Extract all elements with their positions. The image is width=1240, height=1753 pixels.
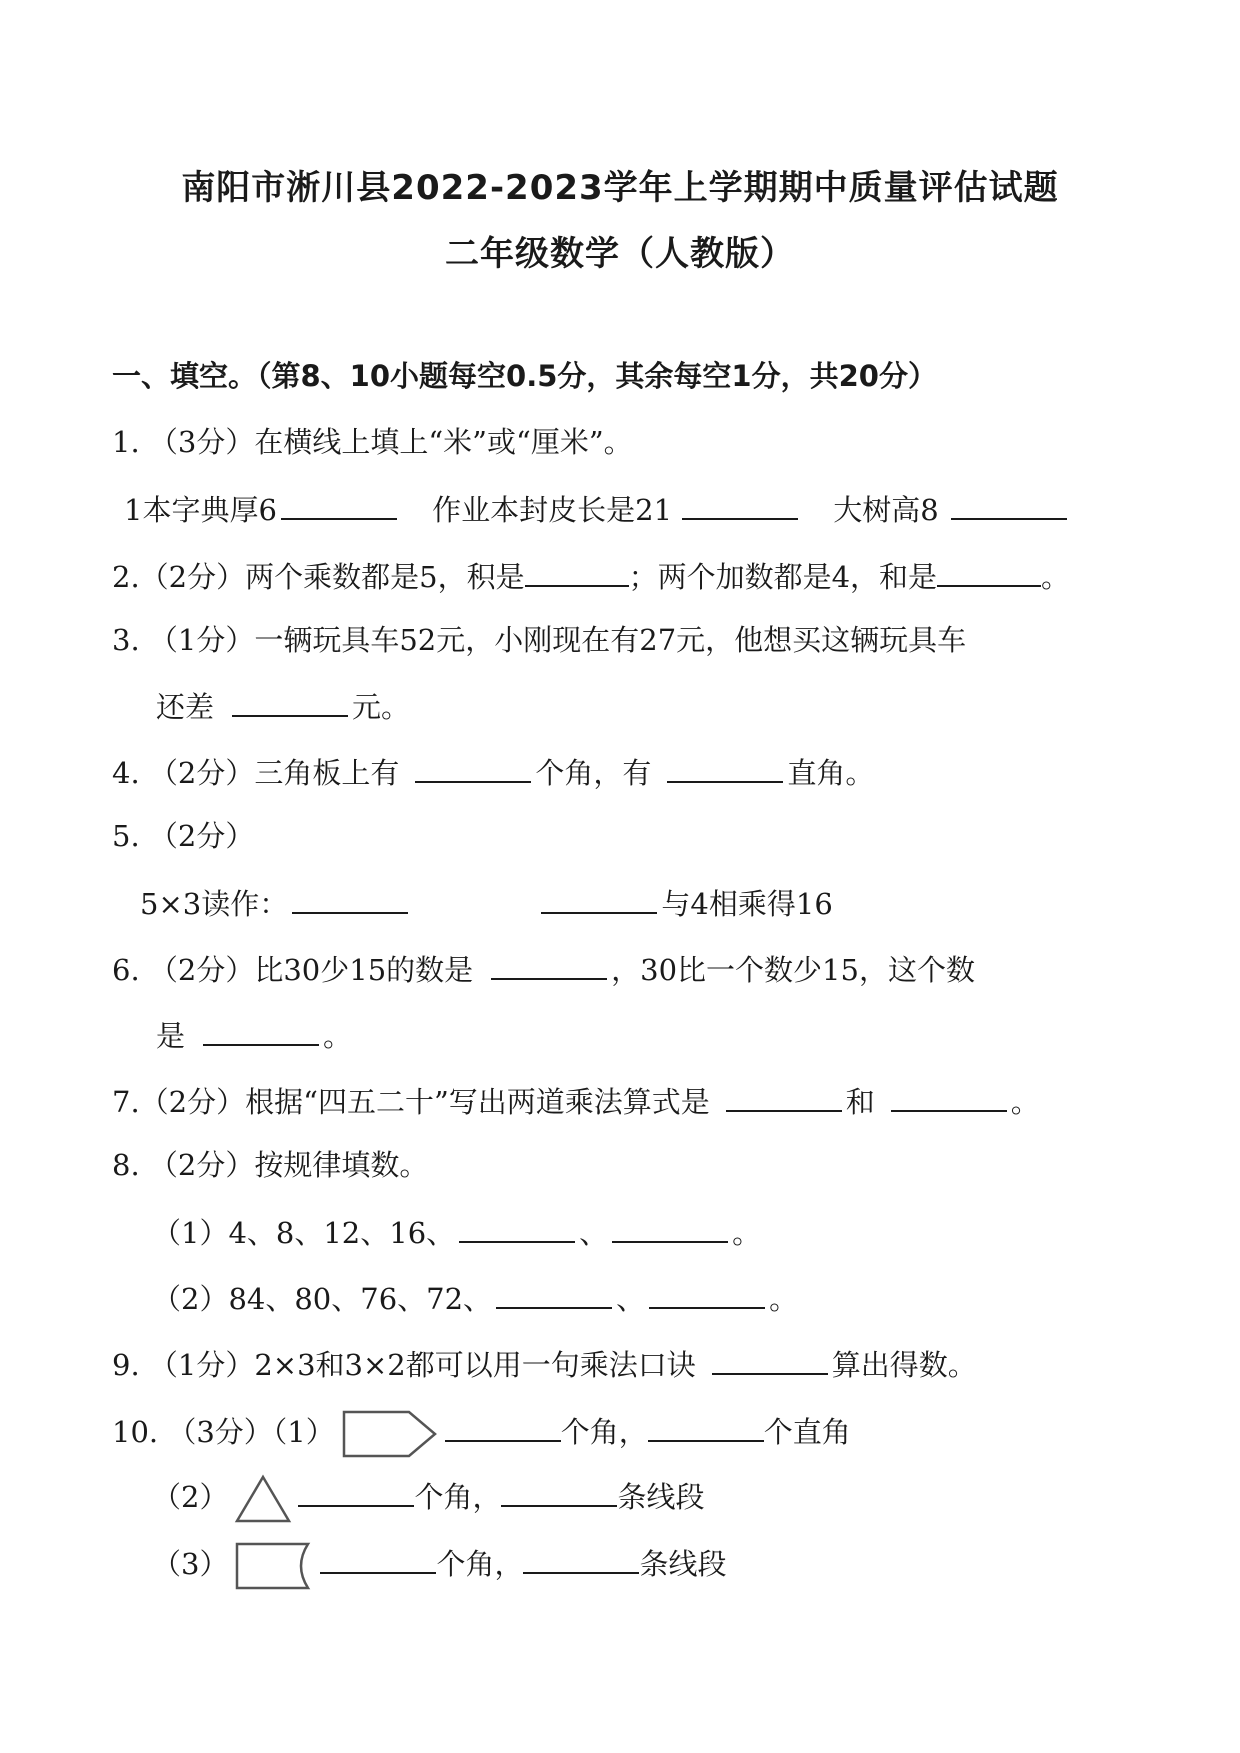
q10-part-3 bbox=[152, 1540, 726, 1592]
q8-p1-sep: 、 bbox=[579, 1216, 609, 1250]
q6-line-1 bbox=[112, 948, 975, 990]
q6-text-c: 是 bbox=[156, 1019, 186, 1053]
q10-p1-blank-b[interactable] bbox=[648, 1410, 764, 1442]
q6-line-2 bbox=[156, 1014, 352, 1056]
q8-p2-text: （2）84、80、76、72、 bbox=[152, 1282, 493, 1316]
q9-text-a: 9. （1分）2×3和3×2都可以用一句乘法口诀 bbox=[112, 1348, 696, 1382]
q3-line-2 bbox=[156, 685, 410, 727]
q7-text-b: 和 bbox=[845, 1085, 875, 1119]
q10-p2-label: （2） bbox=[152, 1480, 229, 1514]
q1-text-b: 作业本封皮长是21 bbox=[432, 493, 673, 527]
q8-part-2 bbox=[152, 1277, 798, 1319]
q9 bbox=[112, 1343, 977, 1385]
q1-text-c: 大树高8 bbox=[833, 493, 939, 527]
q5-blank-a[interactable] bbox=[292, 882, 408, 914]
q1-blank-c[interactable] bbox=[951, 488, 1067, 520]
q6-text-d: 。 bbox=[323, 1019, 353, 1053]
q7-blank-b[interactable] bbox=[891, 1080, 1007, 1112]
q7-blank-a[interactable] bbox=[726, 1080, 842, 1112]
q8-part-1 bbox=[152, 1211, 761, 1253]
q2-blank-a[interactable] bbox=[525, 555, 629, 587]
q8-p2-sep: 、 bbox=[616, 1282, 646, 1316]
q4-text-a: 4. （2分）三角板上有 bbox=[112, 756, 400, 790]
curved-rectangle-shape bbox=[234, 1540, 314, 1592]
q5-text-a: 5×3读作： bbox=[140, 887, 289, 921]
q2-text-a: 2.（2分）两个乘数都是5，积是 bbox=[112, 560, 525, 594]
q6-text-a: 6. （2分）比30少15的数是 bbox=[112, 953, 474, 987]
q1-blank-b[interactable] bbox=[682, 488, 798, 520]
q2-text-c: 。 bbox=[1041, 560, 1071, 594]
q2-text-b: ；两个加数都是4，和是 bbox=[628, 560, 938, 594]
q10-stem: 10. （3分） bbox=[112, 1415, 273, 1449]
q9-blank[interactable] bbox=[712, 1343, 828, 1375]
q8-p1-blank-b[interactable] bbox=[612, 1211, 728, 1243]
q7-text-a: 7.（2分）根据“四五二十”写出两道乘法算式是 bbox=[112, 1085, 710, 1119]
q1-answers bbox=[124, 488, 1071, 530]
q4-blank-a[interactable] bbox=[415, 751, 531, 783]
q5-text-b: 与4相乘得16 bbox=[661, 887, 833, 921]
q10-p3-blank-a[interactable] bbox=[320, 1542, 436, 1574]
q10-p1-text-a: 个角， bbox=[560, 1415, 648, 1449]
q9-text-b: 算出得数。 bbox=[831, 1348, 977, 1382]
q10-p2-text-b: 条线段 bbox=[617, 1480, 705, 1514]
triangle-shape bbox=[234, 1474, 292, 1524]
q7 bbox=[112, 1080, 1040, 1122]
title-line-1: 南阳市淅川县2022-2023学年上学期期中质量评估试题 bbox=[181, 168, 1059, 208]
q10-part-1 bbox=[112, 1408, 851, 1460]
q8-p2-blank-a[interactable] bbox=[496, 1277, 612, 1309]
q3-blank[interactable] bbox=[232, 685, 348, 717]
q2-blank-b[interactable] bbox=[937, 555, 1041, 587]
q8-p2-blank-b[interactable] bbox=[649, 1277, 765, 1309]
q3-text-c: 元。 bbox=[352, 690, 411, 724]
q1-stem: 1. （3分）在横线上填上“米”或“厘米”。 bbox=[112, 425, 633, 459]
q8-p1-end: 。 bbox=[732, 1216, 762, 1250]
q6-blank-a[interactable] bbox=[491, 948, 607, 980]
q7-text-c: 。 bbox=[1010, 1085, 1040, 1119]
title-line-2: 二年级数学（人教版） bbox=[445, 234, 795, 274]
q10-p2-blank-b[interactable] bbox=[501, 1475, 617, 1507]
q5-blank-b[interactable] bbox=[541, 882, 657, 914]
q10-p3-text-b: 条线段 bbox=[639, 1547, 727, 1581]
q8-p2-end: 。 bbox=[769, 1282, 799, 1316]
q10-p3-label: （3） bbox=[152, 1547, 229, 1581]
q5-answers bbox=[140, 882, 833, 924]
q2 bbox=[112, 555, 1070, 597]
q1-text-a: 1本字典厚6 bbox=[124, 493, 277, 527]
q6-text-b: ，30比一个数少15，这个数 bbox=[611, 953, 975, 987]
q8-stem: 8. （2分）按规律填数。 bbox=[112, 1148, 429, 1182]
q10-p1-blank-a[interactable] bbox=[445, 1410, 561, 1442]
q3-line-1: 3. （1分）一辆玩具车52元，小刚现在有27元，他想买这辆玩具车 bbox=[112, 623, 967, 657]
q4 bbox=[112, 751, 874, 793]
q3-text-b: 还差 bbox=[156, 690, 215, 724]
q10-p1-label: （1） bbox=[272, 1415, 335, 1449]
q10-p3-blank-b[interactable] bbox=[523, 1542, 639, 1574]
section-1-heading: 一、填空。（第8、10小题每空0.5分，其余每空1分，共20分） bbox=[112, 359, 937, 393]
q10-part-2 bbox=[152, 1474, 704, 1524]
q10-p3-text-a: 个角， bbox=[436, 1547, 524, 1581]
q5-stem: 5. （2分） bbox=[112, 819, 255, 853]
q4-text-b: 个角，有 bbox=[535, 756, 652, 790]
q8-p1-text: （1）4、8、12、16、 bbox=[152, 1216, 456, 1250]
q8-p1-blank-a[interactable] bbox=[459, 1211, 575, 1243]
q1-blank-a[interactable] bbox=[281, 488, 397, 520]
q10-p1-text-b: 个直角 bbox=[763, 1415, 851, 1449]
q4-text-c: 直角。 bbox=[787, 756, 875, 790]
pentagon-arrow-shape bbox=[341, 1408, 439, 1460]
q10-p2-text-a: 个角， bbox=[414, 1480, 502, 1514]
q6-blank-b[interactable] bbox=[203, 1014, 319, 1046]
q4-blank-b[interactable] bbox=[667, 751, 783, 783]
q10-p2-blank-a[interactable] bbox=[298, 1475, 414, 1507]
